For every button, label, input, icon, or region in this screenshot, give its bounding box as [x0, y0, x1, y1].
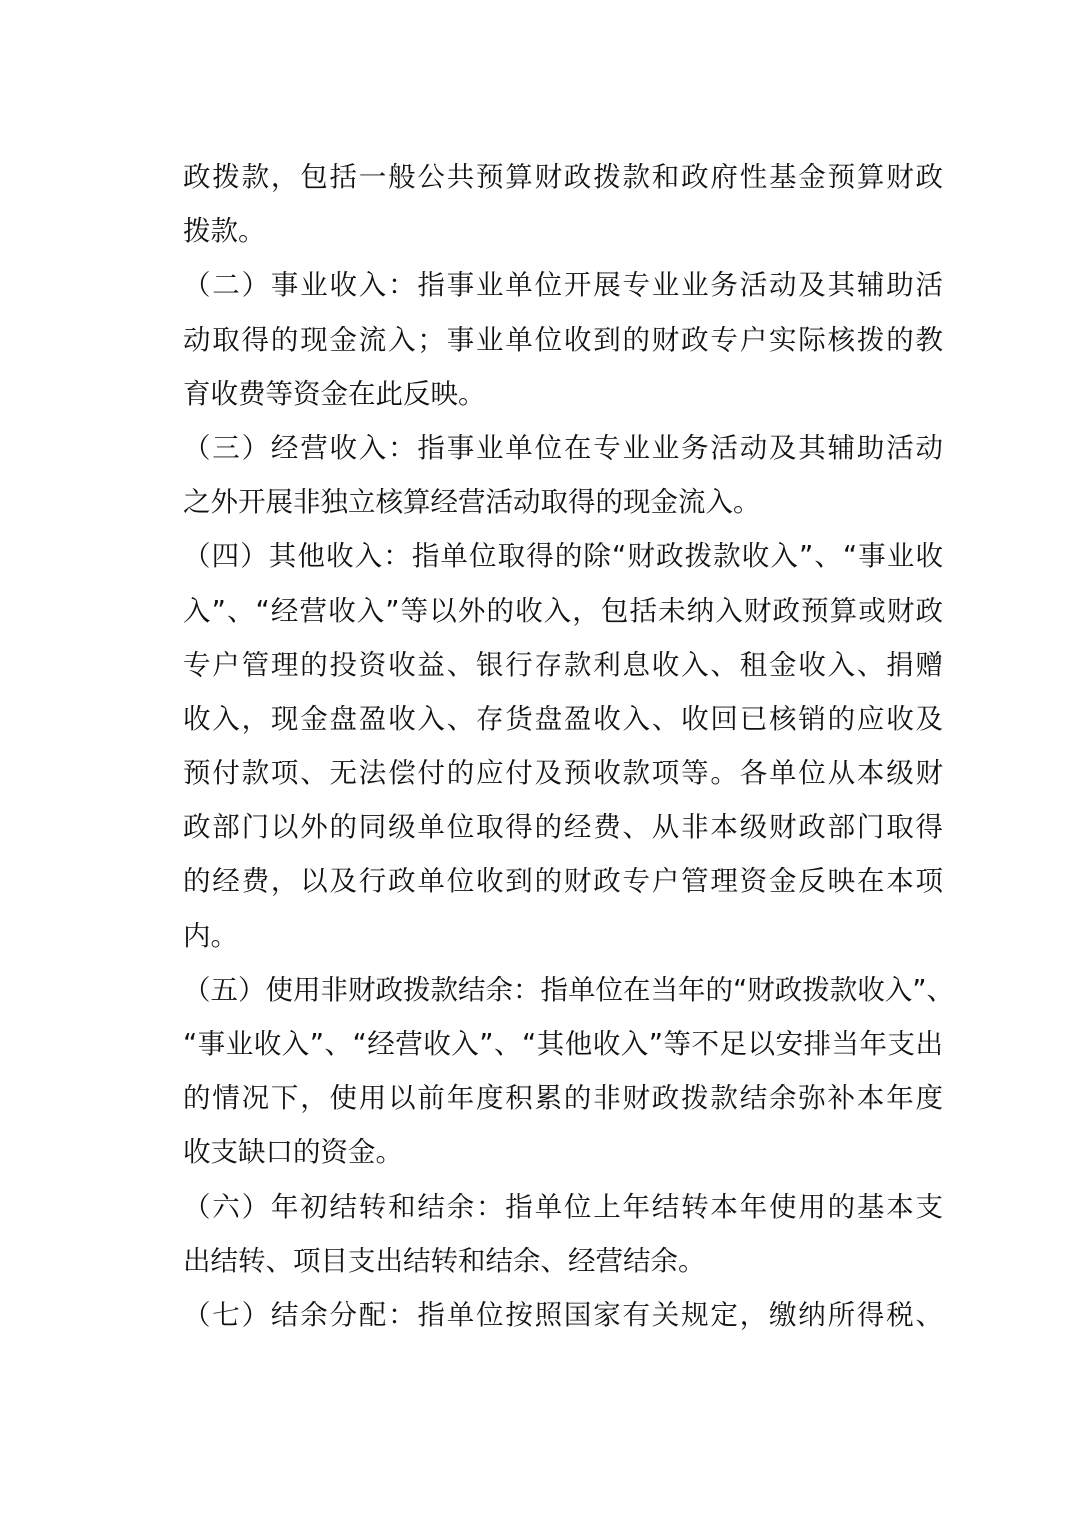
text-line: （七）结余分配：指单位按照国家有关规定，缴纳所得税、: [183, 1298, 943, 1331]
text-line: 拨款。: [183, 215, 266, 248]
text-line: 入”、“经营收入”等以外的收入，包括未纳入财政预算或财政: [183, 594, 943, 627]
text-line: 专户管理的投资收益、银行存款利息收入、租金收入、捐赠: [183, 648, 943, 681]
text-line: 的经费，以及行政单位收到的财政专户管理资金反映在本项: [183, 865, 943, 898]
document-body: [183, 150, 954, 1342]
text-line: 收支缺口的资金。: [183, 1136, 403, 1169]
text-line: 的情况下，使用以前年度积累的非财政拨款结余弥补本年度: [183, 1082, 943, 1115]
text-line: 内。: [183, 919, 238, 952]
text-line: “事业收入”、“经营收入”、“其他收入”等不足以安排当年支出: [183, 1028, 943, 1060]
text-line: （六）年初结转和结余：指单位上年结转本年使用的基本支: [183, 1190, 943, 1223]
text-line: （四）其他收入：指单位取得的除“财政拨款收入”、“事业收: [183, 540, 943, 573]
text-line: 政拨款，包括一般公共预算财政拨款和政府性基金预算财政: [183, 161, 943, 193]
text-line: （三）经营收入：指事业单位在专业业务活动及其辅助活动: [183, 431, 943, 464]
text-line: 收入，现金盘盈收入、存货盘盈收入、收回已核销的应收及: [183, 702, 943, 735]
text-line: 预付款项、无法偿付的应付及预收款项等。各单位从本级财: [183, 757, 943, 790]
text-line: 动取得的现金流入；事业单位收到的财政专户实际核拨的教: [183, 323, 943, 356]
text-line: 之外开展非独立核算经营活动取得的现金流入。: [183, 486, 761, 519]
text-line: 政部门以外的同级单位取得的经费、从非本级财政部门取得: [183, 811, 943, 844]
text-line: （五）使用非财政拨款结余：指单位在当年的“财政拨款收入”、: [183, 973, 954, 1006]
text-line: 育收费等资金在此反映。: [183, 377, 486, 410]
text-line: （二）事业收入：指事业单位开展专业业务活动及其辅助活: [183, 269, 943, 302]
text-line: 出结转、项目支出结转和结余、经营结余。: [183, 1244, 706, 1277]
